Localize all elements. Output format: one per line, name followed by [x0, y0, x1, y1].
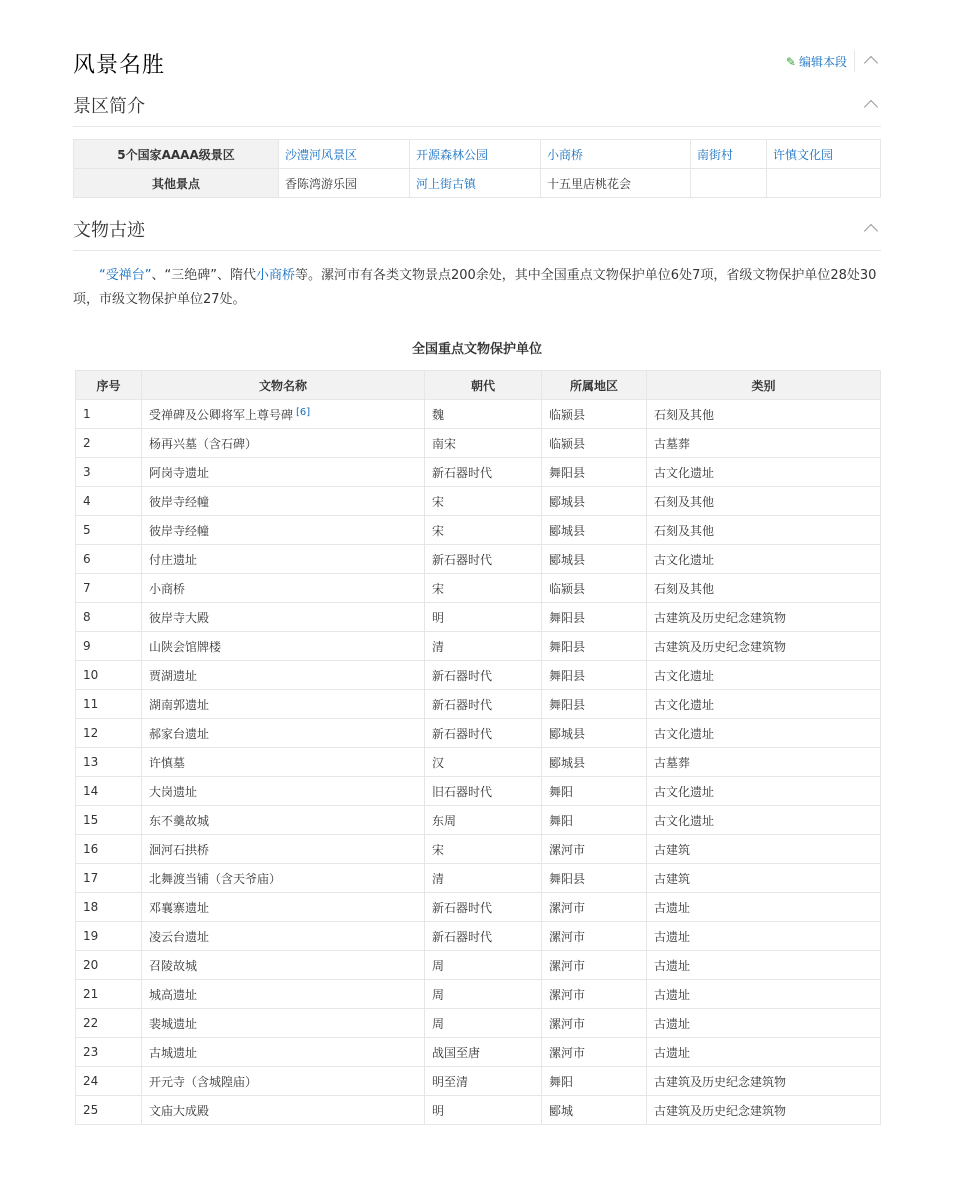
- cell-region: 郾城县: [542, 748, 647, 777]
- cell-dynasty: 明: [425, 1096, 542, 1125]
- scenic-link[interactable]: 开源森林公园: [416, 147, 489, 162]
- cell-name: 邓襄寨遗址: [142, 893, 425, 922]
- cell-region: 郾城县: [542, 719, 647, 748]
- cell-category: 古墓葬: [647, 748, 881, 777]
- table-row: [76, 545, 881, 574]
- cell-dynasty: 旧石器时代: [425, 777, 542, 806]
- cell-name: 贾湖遗址: [142, 661, 425, 690]
- cell-name: 裴城遗址: [142, 1009, 425, 1038]
- edit-section-label: 编辑本段: [798, 55, 847, 69]
- table-row: [76, 835, 881, 864]
- cell-dynasty: 新石器时代: [425, 545, 542, 574]
- cell-name: 凌云台遗址: [142, 922, 425, 951]
- cell-name: 北舞渡当铺（含天爷庙）: [142, 864, 425, 893]
- column-header: 文物名称: [142, 371, 425, 400]
- table-row: [76, 1009, 881, 1038]
- cell-region: 舞阳县: [542, 603, 647, 632]
- cell-name: 许慎墓: [142, 748, 425, 777]
- table-row: [76, 1096, 881, 1125]
- cell-name: 开元寺（含城隍庙）: [142, 1067, 425, 1096]
- cell-region: 漯河市: [542, 893, 647, 922]
- cell-dynasty: 宋: [425, 516, 542, 545]
- relics-intro: “受禅台”、“三绝碑”、隋代小商桥等。漯河市有各类文物景点200余处，其中全国重点文物保护单位6处7项，省级文物保护单位28处30项，市级文物保护单位27处。: [73, 268, 877, 307]
- cell-region: 舞阳县: [542, 632, 647, 661]
- cell-dynasty: 周: [425, 1009, 542, 1038]
- cell-index: 21: [76, 980, 142, 1009]
- cell-dynasty: 战国至唐: [425, 1038, 542, 1067]
- table-row: [76, 777, 881, 806]
- cell-name: 郝家台遗址: [142, 719, 425, 748]
- table-row: [76, 1038, 881, 1067]
- cell-region: 舞阳县: [542, 690, 647, 719]
- cell-category: 古文化遗址: [647, 719, 881, 748]
- cell-index: 10: [76, 661, 142, 690]
- intro-link[interactable]: “受禅台”: [99, 268, 152, 283]
- row-header: 其他景点: [74, 169, 279, 198]
- cell-index: 20: [76, 951, 142, 980]
- cell-index: 9: [76, 632, 142, 661]
- table-row: [76, 922, 881, 951]
- cell-category: 古文化遗址: [647, 690, 881, 719]
- citation-link[interactable]: [6]: [296, 406, 311, 418]
- cell-category: 古墓葬: [647, 429, 881, 458]
- cell-name: 付庄遗址: [142, 545, 425, 574]
- cell-name: 彼岸寺经幢: [142, 516, 425, 545]
- scenic-intro-title: 景区简介: [73, 96, 145, 117]
- cell-region: 临颍县: [542, 429, 647, 458]
- table-row: [76, 719, 881, 748]
- divider: [73, 250, 881, 251]
- cell-category: 古文化遗址: [647, 806, 881, 835]
- table-row: [76, 893, 881, 922]
- cell-region: 漯河市: [542, 1009, 647, 1038]
- edit-section-button[interactable]: [786, 53, 847, 70]
- cell-category: 古文化遗址: [647, 545, 881, 574]
- cell-category: 古建筑及历史纪念建筑物: [647, 1096, 881, 1125]
- cell-dynasty: 新石器时代: [425, 893, 542, 922]
- cell-region: 舞阳: [542, 1067, 647, 1096]
- table-row: [76, 400, 881, 429]
- cell-index: 22: [76, 1009, 142, 1038]
- cell-index: 25: [76, 1096, 142, 1125]
- cell-index: 24: [76, 1067, 142, 1096]
- table-row: [74, 169, 881, 198]
- cell-category: 古遗址: [647, 893, 881, 922]
- cell-index: 23: [76, 1038, 142, 1067]
- cell-dynasty: 南宋: [425, 429, 542, 458]
- cell-index: 5: [76, 516, 142, 545]
- cell-dynasty: 魏: [425, 400, 542, 429]
- row-header: 5个国家AAAA级景区: [74, 140, 279, 169]
- table-row: [76, 429, 881, 458]
- table-row: [76, 951, 881, 980]
- cell-dynasty: 新石器时代: [425, 458, 542, 487]
- cell-index: 17: [76, 864, 142, 893]
- table-row: [76, 632, 881, 661]
- cell-category: 古文化遗址: [647, 458, 881, 487]
- cell-name: 彼岸寺经幢: [142, 487, 425, 516]
- cell-index: 18: [76, 893, 142, 922]
- cell-dynasty: 周: [425, 980, 542, 1009]
- cell-dynasty: 清: [425, 632, 542, 661]
- cell-region: 舞阳县: [542, 458, 647, 487]
- cell-index: 2: [76, 429, 142, 458]
- cell-index: 3: [76, 458, 142, 487]
- cell-name: 大岗遗址: [142, 777, 425, 806]
- scenic-link[interactable]: 河上街古镇: [416, 176, 477, 191]
- cell-name: 杨再兴墓（含石碑）: [142, 429, 425, 458]
- cell-category: 石刻及其他: [647, 516, 881, 545]
- cell-index: 19: [76, 922, 142, 951]
- table-row: [76, 864, 881, 893]
- relics-table: [75, 370, 881, 1125]
- cell-category: 古遗址: [647, 1038, 881, 1067]
- cell-category: 古文化遗址: [647, 777, 881, 806]
- cell-region: 漯河市: [542, 951, 647, 980]
- scenic-link[interactable]: 南街村: [697, 147, 734, 162]
- collapse-scenic-icon[interactable]: [863, 99, 879, 109]
- table-row: [76, 661, 881, 690]
- cell-category: 古遗址: [647, 951, 881, 980]
- cell-region: 漯河市: [542, 835, 647, 864]
- cell-category: 古建筑及历史纪念建筑物: [647, 603, 881, 632]
- cell-name: 山陕会馆牌楼: [142, 632, 425, 661]
- cell-dynasty: 新石器时代: [425, 690, 542, 719]
- table-row: [76, 980, 881, 1009]
- cell-name: 古城遗址: [142, 1038, 425, 1067]
- scenic-link[interactable]: 小商桥: [547, 147, 584, 162]
- cell-dynasty: 明至清: [425, 1067, 542, 1096]
- cell-dynasty: 宋: [425, 574, 542, 603]
- cell-dynasty: 新石器时代: [425, 661, 542, 690]
- cell-name: 受禅碑及公卿将军上尊号碑 [6]: [142, 400, 425, 429]
- collapse-section-icon[interactable]: [863, 55, 879, 65]
- cell-index: 11: [76, 690, 142, 719]
- cell-region: 漯河市: [542, 980, 647, 1009]
- scenic-cell: [691, 169, 767, 198]
- table-row: [76, 1067, 881, 1096]
- table-row: [76, 603, 881, 632]
- cell-name: 文庙大成殿: [142, 1096, 425, 1125]
- pencil-icon: ✎: [785, 54, 796, 69]
- cell-name: 阿岗寺遗址: [142, 458, 425, 487]
- cell-dynasty: 周: [425, 951, 542, 980]
- cell-dynasty: 明: [425, 603, 542, 632]
- table-row: [76, 690, 881, 719]
- cell-category: 石刻及其他: [647, 400, 881, 429]
- scenic-cell: 香陈湾游乐园: [279, 169, 410, 198]
- cell-region: 舞阳: [542, 806, 647, 835]
- cell-dynasty: 新石器时代: [425, 719, 542, 748]
- section-title: 风景名胜: [73, 53, 166, 78]
- cell-region: 舞阳县: [542, 661, 647, 690]
- table-row: [74, 140, 881, 169]
- column-header: 朝代: [425, 371, 542, 400]
- cell-index: 8: [76, 603, 142, 632]
- cell-name: 小商桥: [142, 574, 425, 603]
- cell-dynasty: 东周: [425, 806, 542, 835]
- cell-name: 彼岸寺大殿: [142, 603, 425, 632]
- relics-table-body: [76, 400, 881, 1125]
- cell-category: 石刻及其他: [647, 487, 881, 516]
- table-row: [76, 748, 881, 777]
- cell-region: 舞阳: [542, 777, 647, 806]
- cell-region: 郾城: [542, 1096, 647, 1125]
- cell-region: 漯河市: [542, 1038, 647, 1067]
- cell-dynasty: 宋: [425, 487, 542, 516]
- cell-category: 石刻及其他: [647, 574, 881, 603]
- cell-region: 临颍县: [542, 574, 647, 603]
- cell-name: 城高遗址: [142, 980, 425, 1009]
- relics-title: 文物古迹: [73, 220, 145, 241]
- cell-dynasty: 宋: [425, 835, 542, 864]
- scenic-cell: 十五里店桃花会: [541, 169, 691, 198]
- cell-category: 古遗址: [647, 1009, 881, 1038]
- scenic-link[interactable]: 许慎文化园: [773, 147, 834, 162]
- cell-dynasty: 清: [425, 864, 542, 893]
- cell-name: 召陵故城: [142, 951, 425, 980]
- cell-region: 舞阳县: [542, 864, 647, 893]
- cell-name: 东不羹故城: [142, 806, 425, 835]
- cell-index: 16: [76, 835, 142, 864]
- cell-category: 古建筑: [647, 864, 881, 893]
- scenic-table: [73, 139, 881, 198]
- cell-index: 6: [76, 545, 142, 574]
- cell-region: 郾城县: [542, 545, 647, 574]
- table-row: [76, 516, 881, 545]
- cell-index: 1: [76, 400, 142, 429]
- cell-region: 漯河市: [542, 922, 647, 951]
- cell-name: 洄河石拱桥: [142, 835, 425, 864]
- cell-dynasty: 汉: [425, 748, 542, 777]
- cell-index: 12: [76, 719, 142, 748]
- cell-dynasty: 新石器时代: [425, 922, 542, 951]
- scenic-cell: [767, 169, 881, 198]
- table-row: [76, 806, 881, 835]
- scenic-link[interactable]: 沙澧河风景区: [285, 147, 358, 162]
- cell-index: 15: [76, 806, 142, 835]
- table-caption: 全国重点文物保护单位: [411, 342, 542, 357]
- column-header: 序号: [76, 371, 142, 400]
- cell-index: 13: [76, 748, 142, 777]
- table-header-row: [76, 371, 881, 400]
- divider: [73, 126, 881, 127]
- cell-index: 14: [76, 777, 142, 806]
- cell-name: 湖南郭遗址: [142, 690, 425, 719]
- cell-index: 7: [76, 574, 142, 603]
- cell-region: 郾城县: [542, 516, 647, 545]
- collapse-relics-icon[interactable]: [863, 223, 879, 233]
- cell-category: 古遗址: [647, 980, 881, 1009]
- table-row: [76, 574, 881, 603]
- cell-region: 临颍县: [542, 400, 647, 429]
- intro-link[interactable]: 小商桥: [255, 268, 295, 283]
- cell-category: 古遗址: [647, 922, 881, 951]
- table-row: [76, 458, 881, 487]
- column-header: 所属地区: [542, 371, 647, 400]
- cell-category: 古建筑及历史纪念建筑物: [647, 632, 881, 661]
- cell-index: 4: [76, 487, 142, 516]
- cell-category: 古建筑及历史纪念建筑物: [647, 1067, 881, 1096]
- cell-region: 郾城县: [542, 487, 647, 516]
- table-row: [76, 487, 881, 516]
- cell-category: 古文化遗址: [647, 661, 881, 690]
- column-header: 类别: [647, 371, 881, 400]
- cell-category: 古建筑: [647, 835, 881, 864]
- divider: [854, 50, 855, 72]
